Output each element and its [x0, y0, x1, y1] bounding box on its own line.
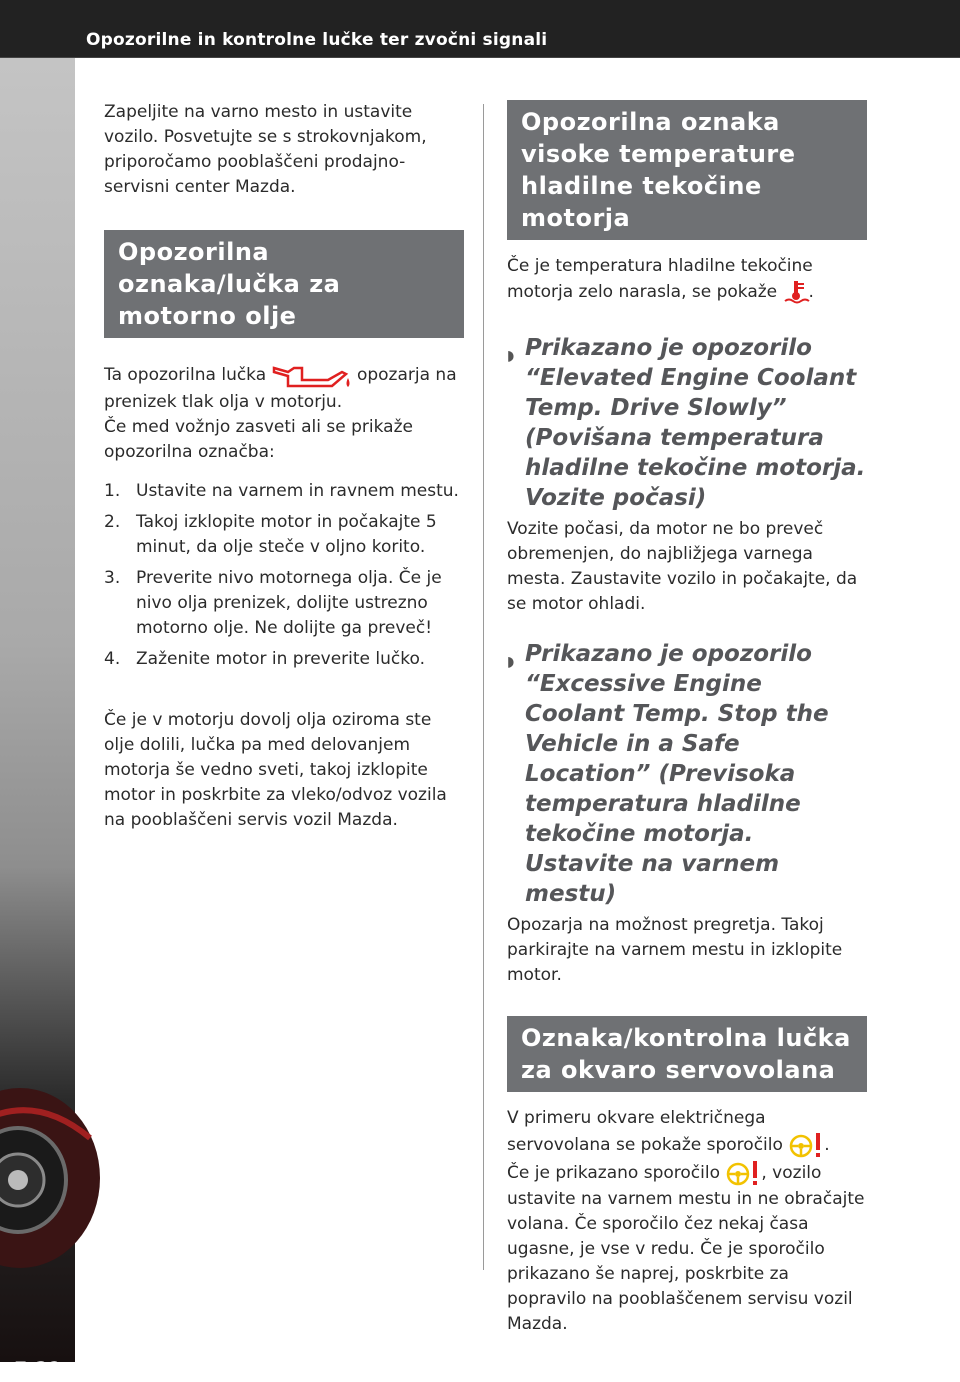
elevated-coolant-text: Vozite počasi, da motor ne bo preveč obremenjen, do najbližjega varnega mesta. Zaustavite vozilo in počakajte, da se motor ohladi.: [507, 519, 858, 614]
intro-paragraph: Zapeljite na varno mesto in ustavite vozilo. Posvetujte se s strokovnjakom, priporočamo pooblaščeni prodajno-servisni center Mazda.: [104, 102, 427, 197]
list-item: 4. Zaženite motor in preverite lučko.: [104, 649, 426, 669]
oil-paragraph-2: Če med vožnjo zasveti ali se prikaže opozorilna označba:: [104, 417, 413, 462]
power-steering-warning-icon: [725, 1159, 761, 1187]
coolant-text: Če je temperatura hladilne tekočine motorja zelo narasla, se pokaže: [507, 256, 813, 302]
column-divider: [483, 104, 484, 1270]
list-item: 1. Ustavite na varnem in ravnem mestu.: [104, 481, 459, 501]
coolant-temperature-icon: [783, 279, 809, 305]
list-item: 3. Preverite nivo motornega olja. Če je nivo olja prenizek, dolijte ustrezno motorno olje. Ne dolijte ga preveč!: [104, 568, 442, 638]
oil-paragraph-1: [104, 360, 464, 415]
header-rule: [0, 57, 960, 58]
coolant-paragraph: Če je temperatura hladilne tekočine motorja zelo narasla, se pokaže .: [507, 254, 867, 305]
page-number: 7-32: [14, 1358, 62, 1382]
header-bar: [0, 0, 960, 58]
list-item: 2. Takoj izklopite motor in počakajte 5 minut, da olje steče v oljno korito.: [104, 512, 437, 557]
power-steering-warning-icon: [788, 1131, 824, 1159]
oil-steps-list: [104, 479, 464, 672]
left-column: [104, 100, 464, 833]
page-title: Opozorilne in kontrolne lučke ter zvočni signali: [86, 30, 548, 50]
steering-paragraph-1: V primeru okvare električnega servovolana se pokaže sporočilo .: [507, 1106, 867, 1159]
subheading-excessive-coolant: ◗ Prikazano je opozorilo “Excessive Engine Coolant Temp. Stop the Vehicle in a Safe Location” (Previsoka temperatura hladilne tekočine motorja. Ustavite na varnem mestu): [507, 641, 829, 907]
coolant-section-heading: Opozorilna oznaka visoke temperature hladilne tekočine motorja: [507, 100, 867, 240]
excessive-coolant-text: Opozarja na možnost pregretja. Takoj parkirajte na varnem mestu in izklopite motor.: [507, 915, 843, 985]
steering-section-heading: Oznaka/kontrolna lučka za okvaro servovolana: [507, 1016, 867, 1092]
oil-paragraph-3: Če je v motorju dovolj olja oziroma ste olje dolili, lučka pa med delovanjem motorja še vedno sveti, takoj izklopite motor in poskrbite za vleko/odvoz vozila na pooblaščeni servis vozil Mazda.: [104, 710, 447, 830]
right-column: [507, 100, 867, 1337]
subheading-elevated-coolant: ◗ Prikazano je opozorilo “Elevated Engine Coolant Temp. Drive Slowly” (Povišana temperatura hladilne tekočine motorja. Vozite počasi): [507, 335, 866, 511]
oil-text-b: opozarja na prenizek tlak olja v motorju.: [104, 365, 457, 412]
car-headlight-image: [0, 1068, 100, 1268]
steering-text: V primeru okvare električnega servovolana se pokaže sporočilo: [507, 1108, 783, 1155]
chevron-right-icon: ◗: [507, 654, 515, 670]
oil-section-heading: Opozorilna oznaka/lučka za motorno olje: [104, 230, 464, 338]
side-strip: [0, 58, 75, 1382]
oil-text-a: Ta opozorilna lučka: [104, 365, 267, 385]
oil-pressure-icon: [272, 360, 352, 390]
steering-paragraph-2: Če je prikazano sporočilo , vozilo ustavite na varnem mestu in ne obračajte volana. Če sporočilo čez nekaj časa ugasne, je vse v redu. Če je sporočilo prikazano še naprej, poskrbite za popravilo na pooblaščenem servisu vozil Mazda.: [507, 1159, 867, 1337]
chevron-right-icon: ◗: [507, 348, 515, 364]
